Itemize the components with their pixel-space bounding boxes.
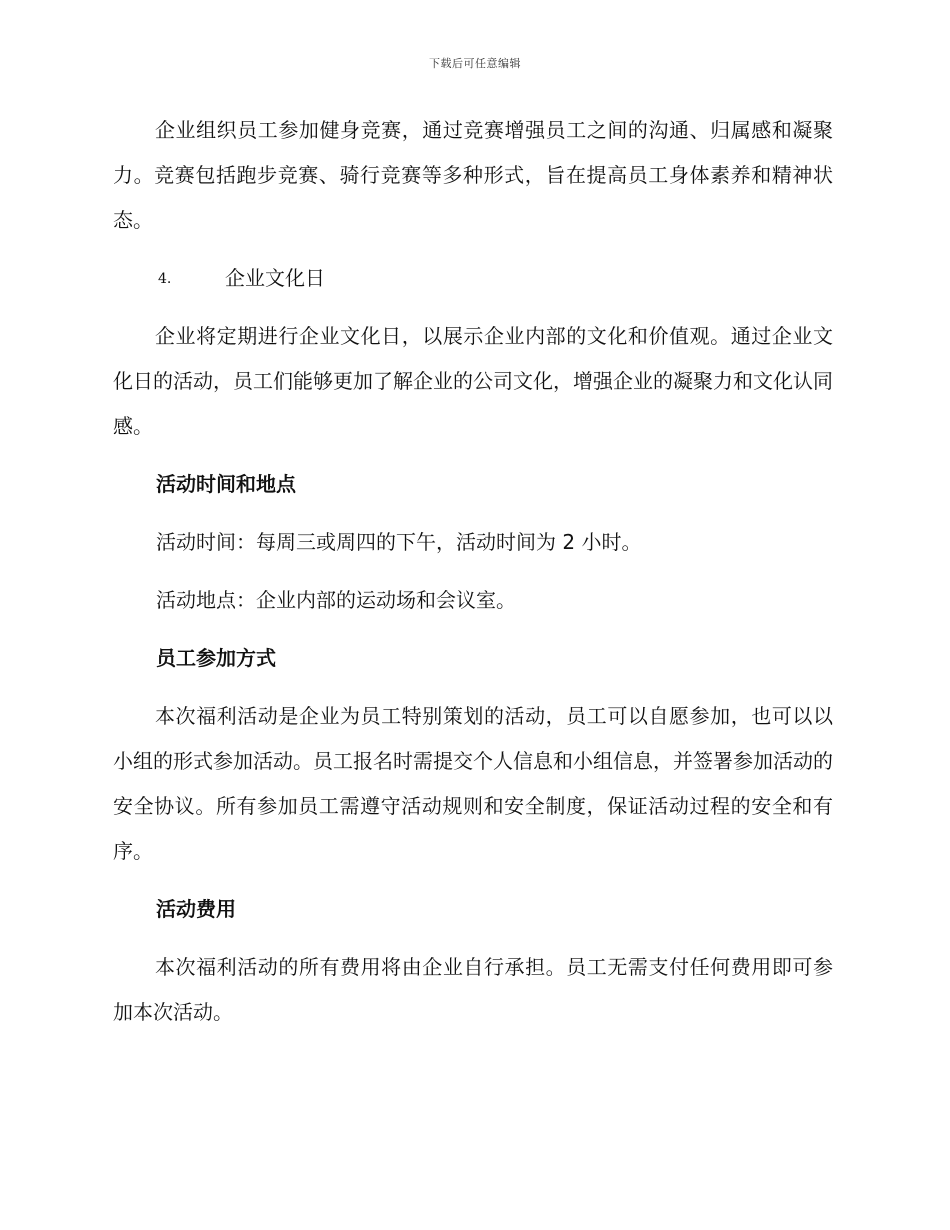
paragraph-participation: 本次福利活动是企业为员工特别策划的活动，员工可以自愿参加，也可以以小组的形式参加活动。员工报名时需提交个人信息和小组信息，并签署参加活动的安全协议。所有参加员工需遵守活动规则和安全制度，保证活动过程的安全和有序。 xyxy=(113,704,833,863)
paragraph-fitness-competition: 企业组织员工参加健身竞赛，通过竞赛增强员工之间的沟通、归属感和凝聚力。竞赛包括跑步竞赛、骑行竞赛等多种形式，旨在提高员工身体素养和精神状态。 xyxy=(113,118,833,232)
list-number: 4. xyxy=(158,271,172,287)
document-body xyxy=(113,108,833,1035)
heading-time-and-place: 活动时间和地点 xyxy=(156,472,296,496)
spacer xyxy=(113,932,833,945)
spacer xyxy=(113,681,833,694)
numbered-item-4 xyxy=(113,256,833,301)
spacer xyxy=(113,243,833,256)
paragraph-cost: 本次福利活动的所有费用将由企业自行承担。员工无需支付任何费用即可参加本次活动。 xyxy=(113,955,833,1024)
heading-participation: 员工参加方式 xyxy=(156,646,276,670)
spacer xyxy=(113,565,833,578)
spacer xyxy=(113,301,833,314)
spacer xyxy=(113,874,833,887)
spacer xyxy=(113,449,833,462)
paragraph-culture-day: 企业将定期进行企业文化日，以展示企业内部的文化和价值观。通过企业文化日的活动，员工们能够更加了解企业的公司文化，增强企业的凝聚力和文化认同感。 xyxy=(113,324,833,438)
spacer xyxy=(113,507,833,520)
activity-place-line: 活动地点：企业内部的运动场和会议室。 xyxy=(156,588,516,612)
heading-cost: 活动费用 xyxy=(156,897,236,921)
page-header: 下载后可任意编辑 xyxy=(429,57,521,70)
activity-time-line: 活动时间：每周三或周四的下午，活动时间为 2 小时。 xyxy=(156,530,642,554)
spacer xyxy=(113,623,833,636)
list-item-title: 企业文化日 xyxy=(225,266,325,290)
